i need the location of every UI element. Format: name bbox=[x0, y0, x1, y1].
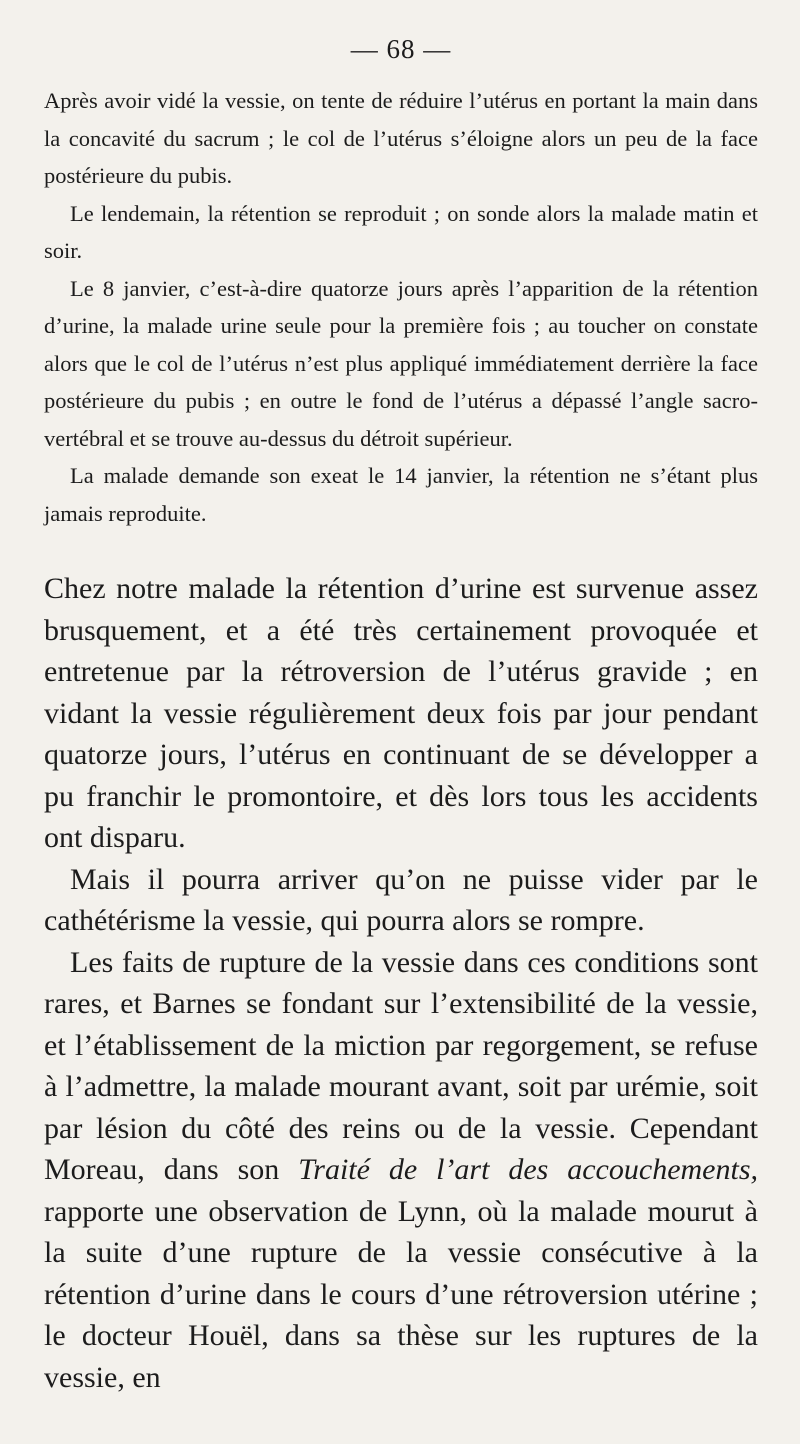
observation-section bbox=[44, 82, 758, 532]
discussion-section bbox=[44, 568, 758, 1398]
observation-paragraph: Le lendemain, la rétention se reproduit ; on sonde alors la malade matin et soir. bbox=[44, 200, 758, 263]
cited-book-title: Traité de l’art des accouchements, bbox=[298, 1153, 758, 1186]
observation-paragraph: Après avoir vidé la vessie, on tente de réduire l’utérus en portant la main dans la concavité du sacrum ; le col de l’utérus s’éloigne alors un peu de la face postérieure du pubis. bbox=[44, 88, 758, 188]
page-number: — 68 — bbox=[350, 34, 452, 64]
observation-paragraph: Le 8 janvier, c’est-à-dire quatorze jours après l’apparition de la rétention d’urine, la malade urine seule pour la première fois ; au toucher on constate alors que le col de l’utérus n’est plus appliqué immédiatement derrière la face postérieure du pubis ; en outre le fond de l’utérus a dépassé l’angle sacro-vertébral et se trouve au-dessus du détroit supérieur. bbox=[44, 275, 758, 451]
paragraph-text: Les faits de rupture de la vessie dans ces conditions sont rares, et Barnes se fondant sur l’extensibilité de la vessie, et l’établissement de la miction par regorgement, se refuse à l’admettre, la malade mourant avant, soit par urémie, soit par lésion du côté des reins ou de la vessie. Cependant Moreau, dans son bbox=[44, 945, 758, 1186]
discussion-paragraph: Chez notre malade la rétention d’urine est survenue assez brusquement, et a été très certainement provoquée et entretenue par la rétroversion de l’utérus gravide ; en vidant la vessie régulièrement deux fois par jour pendant quatorze jours, l’utérus en continuant de se développer a pu franchir le promontoire, et dès lors tous les accidents ont disparu. bbox=[44, 572, 758, 854]
discussion-paragraph: Mais il pourra arriver qu’on ne puisse vider par le cathétérisme la vessie, qui pourra alors se rompre. bbox=[44, 862, 758, 937]
observation-paragraph: La malade demande son exeat le 14 janvier, la rétention ne s’étant plus jamais reproduite. bbox=[44, 463, 758, 526]
paragraph-text: rapporte une observation de Lynn, où la malade mourut à la suite d’une rupture de la vessie consécutive à la rétention d’urine dans le cours d’une rétroversion utérine ; le docteur Houël, dans sa thèse sur les ruptures de la vessie, en bbox=[44, 1194, 758, 1394]
discussion-paragraph bbox=[44, 942, 758, 1399]
